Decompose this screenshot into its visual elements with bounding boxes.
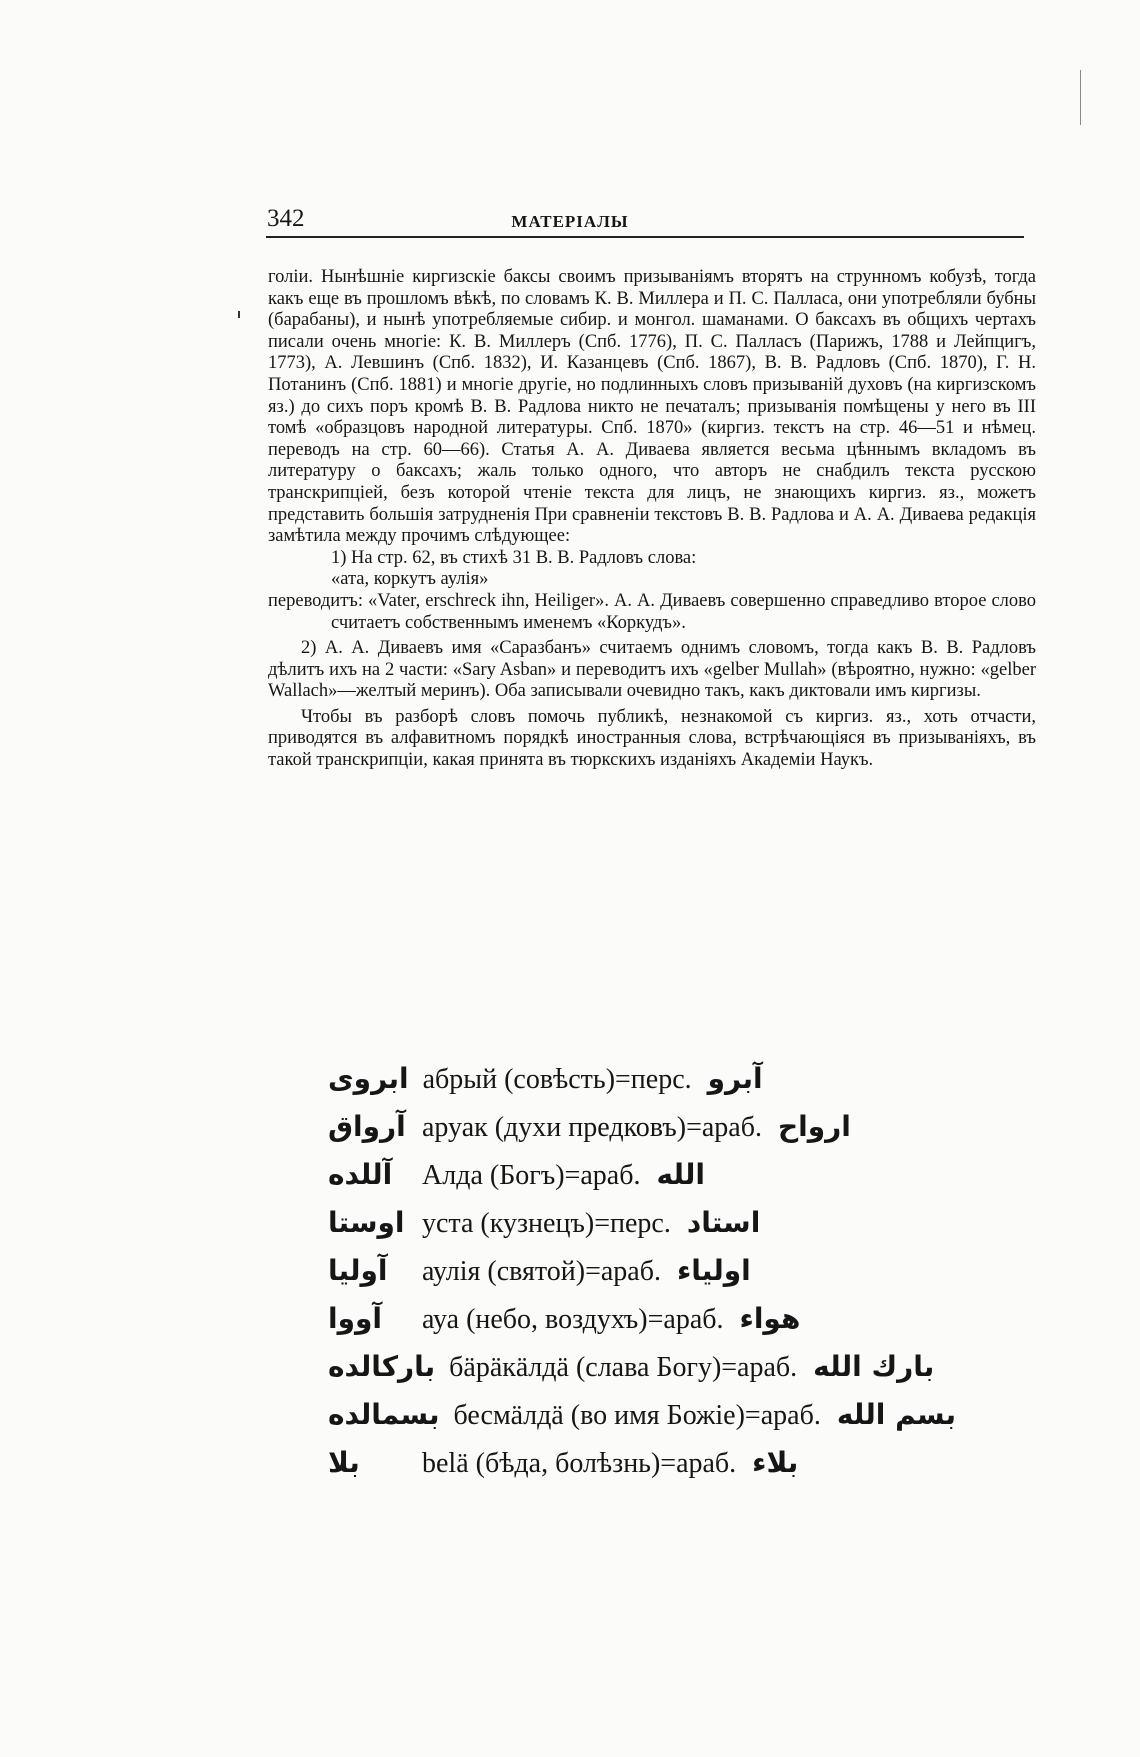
glossary-text: уста (кузнецъ)=перс. [422,1208,671,1239]
kirghiz-arabic-word: بارکالده [328,1350,436,1383]
glossary-text: Алда (Богъ)=араб. [422,1160,641,1191]
kirghiz-arabic-word: بلا [328,1446,360,1479]
source-arabic-word: استاد [686,1206,761,1239]
source-arabic-word: بارك الله [813,1350,935,1383]
kirghiz-arabic-word: اوستا [328,1206,405,1239]
glossary-entry [328,1103,1008,1151]
source-arabic-word: ارواح [777,1110,851,1143]
source-arabic-word: هواء [739,1302,801,1335]
glossary-entry [328,1247,1008,1295]
glossary-text: аулія (святой)=араб. [422,1256,661,1287]
page-number: 342 [267,205,305,232]
glossary-entry [328,1199,1008,1247]
glossary-entry [328,1055,1008,1103]
glossary-list [328,1055,1008,1487]
glossary-text: belä (бѣда, болѣзнь)=араб. [422,1448,737,1479]
kirghiz-arabic-word: آولیا [328,1254,388,1287]
kirghiz-arabic-word: آووا [328,1302,383,1335]
running-title: МАТЕРІАЛЫ [511,212,629,231]
source-arabic-word: الله [656,1158,705,1191]
source-arabic-word: اولیاء [676,1254,751,1287]
glossary-entry [328,1391,1008,1439]
source-arabic-word: بسم الله [836,1398,957,1431]
glossary-entry [328,1439,1008,1487]
item1-line3: переводитъ: «Vater, erschreck ihn, Heiliger». А. А. Диваевъ совершенно справедливо второе слово считаетъ собственнымъ именемъ «Коркудъ». [268,590,1036,633]
kirghiz-arabic-word: آللده [328,1158,393,1191]
header-rule [266,236,1024,238]
glossary-text: ауа (небо, воздухъ)=араб. [422,1304,724,1335]
kirghiz-arabic-word: بسمالده [328,1398,440,1431]
scan-margin-mark [1080,70,1081,125]
paragraph-intro: голіи. Нынѣшніе киргизскіе баксы своимъ призываніямъ вторятъ на струнномъ кобузѣ, тогда какъ еще въ прошломъ вѣкѣ, по словамъ К. В. Миллера и П. С. Палласа, они употребляли бубны (барабаны), и нынѣ употребляемые сибир. и монгол. шаманами. О баксахъ въ общихъ чертахъ писали очень многіе: К. В. Миллеръ (Спб. 1776), П. С. Палласъ (Парижъ, 1788 и Лейпцигъ, 1773), А. Левшинъ (Спб. 1832), И. Казанцевъ (Спб. 1867), В. В. Радловъ (Спб. 1870), Г. Н. Потанинъ (Спб. 1881) и многіе другіе, но подлинныхъ словъ призываній духовъ (на киргизскомъ яз.) до сихъ поръ кромѣ В. В. Радлова никто не печаталъ; призыванія помѣщены у него въ III томѣ «образцовъ народной литературы. Спб. 1870» (киргиз. текстъ на стр. 46—51 и нѣмец. переводъ на стр. 60—66). Статья А. А. Диваева является весьма цѣннымъ вкладомъ въ литературу о баксахъ; жаль только одного, что авторъ не снабдилъ текста русскою транскрипціей, безъ которой чтеніе текста для лицъ, не знающихъ киргиз. яз., можетъ представить большія затрудненія При сравненіи текстовъ В. В. Радлова и А. А. Диваева редакція замѣтила между прочимъ слѣдующее: [268,267,1036,547]
glossary-text: аруак (духи предковъ)=араб. [422,1112,762,1143]
glossary-text: абрый (совѣсть)=перс. [422,1064,692,1095]
glossary-entry [328,1343,1008,1391]
source-arabic-word: آبرو [707,1062,763,1095]
glossary-text: бесмäлдä (во имя Божіе)=араб. [453,1400,821,1431]
source-arabic-word: بلاء [752,1446,799,1479]
kirghiz-arabic-word: ابروی [328,1062,409,1095]
margin-mark [238,311,240,318]
kirghiz-arabic-word: آرواق [328,1110,406,1143]
body-text [268,267,1036,772]
item1-line2: «ата, коркутъ аулія» [331,569,489,590]
glossary-text: бäрäкäлдä (слава Богу)=араб. [449,1352,798,1383]
item1-line1: 1) На стр. 62, въ стихѣ 31 В. В. Радловъ слова: [331,547,697,568]
item2: 2) А. А. Диваевъ имя «Саразбанъ» считаемъ однимъ словомъ, тогда какъ В. В. Радловъ дѣлитъ ихъ на 2 части: «Sary Asban» и переводитъ ихъ «gelber Mullah» (вѣроятно, нужно: «gelber Wallach»—желтый меринъ). Оба записывали очевидно такъ, какъ диктовали имъ киргизы. [268,638,1036,702]
paragraph-transcription: Чтобы въ разборѣ словъ помочь публикѣ, незнакомой съ киргиз. яз., хоть отчасти, приводятся въ алфавитномъ порядкѣ иностранныя слова, встрѣчающіяся въ призываніяхъ, въ такой транскрипціи, какая принята въ тюркскихъ изданіяхъ Академіи Наукъ. [268,706,1036,771]
glossary-entry [328,1295,1008,1343]
glossary-entry [328,1151,1008,1199]
